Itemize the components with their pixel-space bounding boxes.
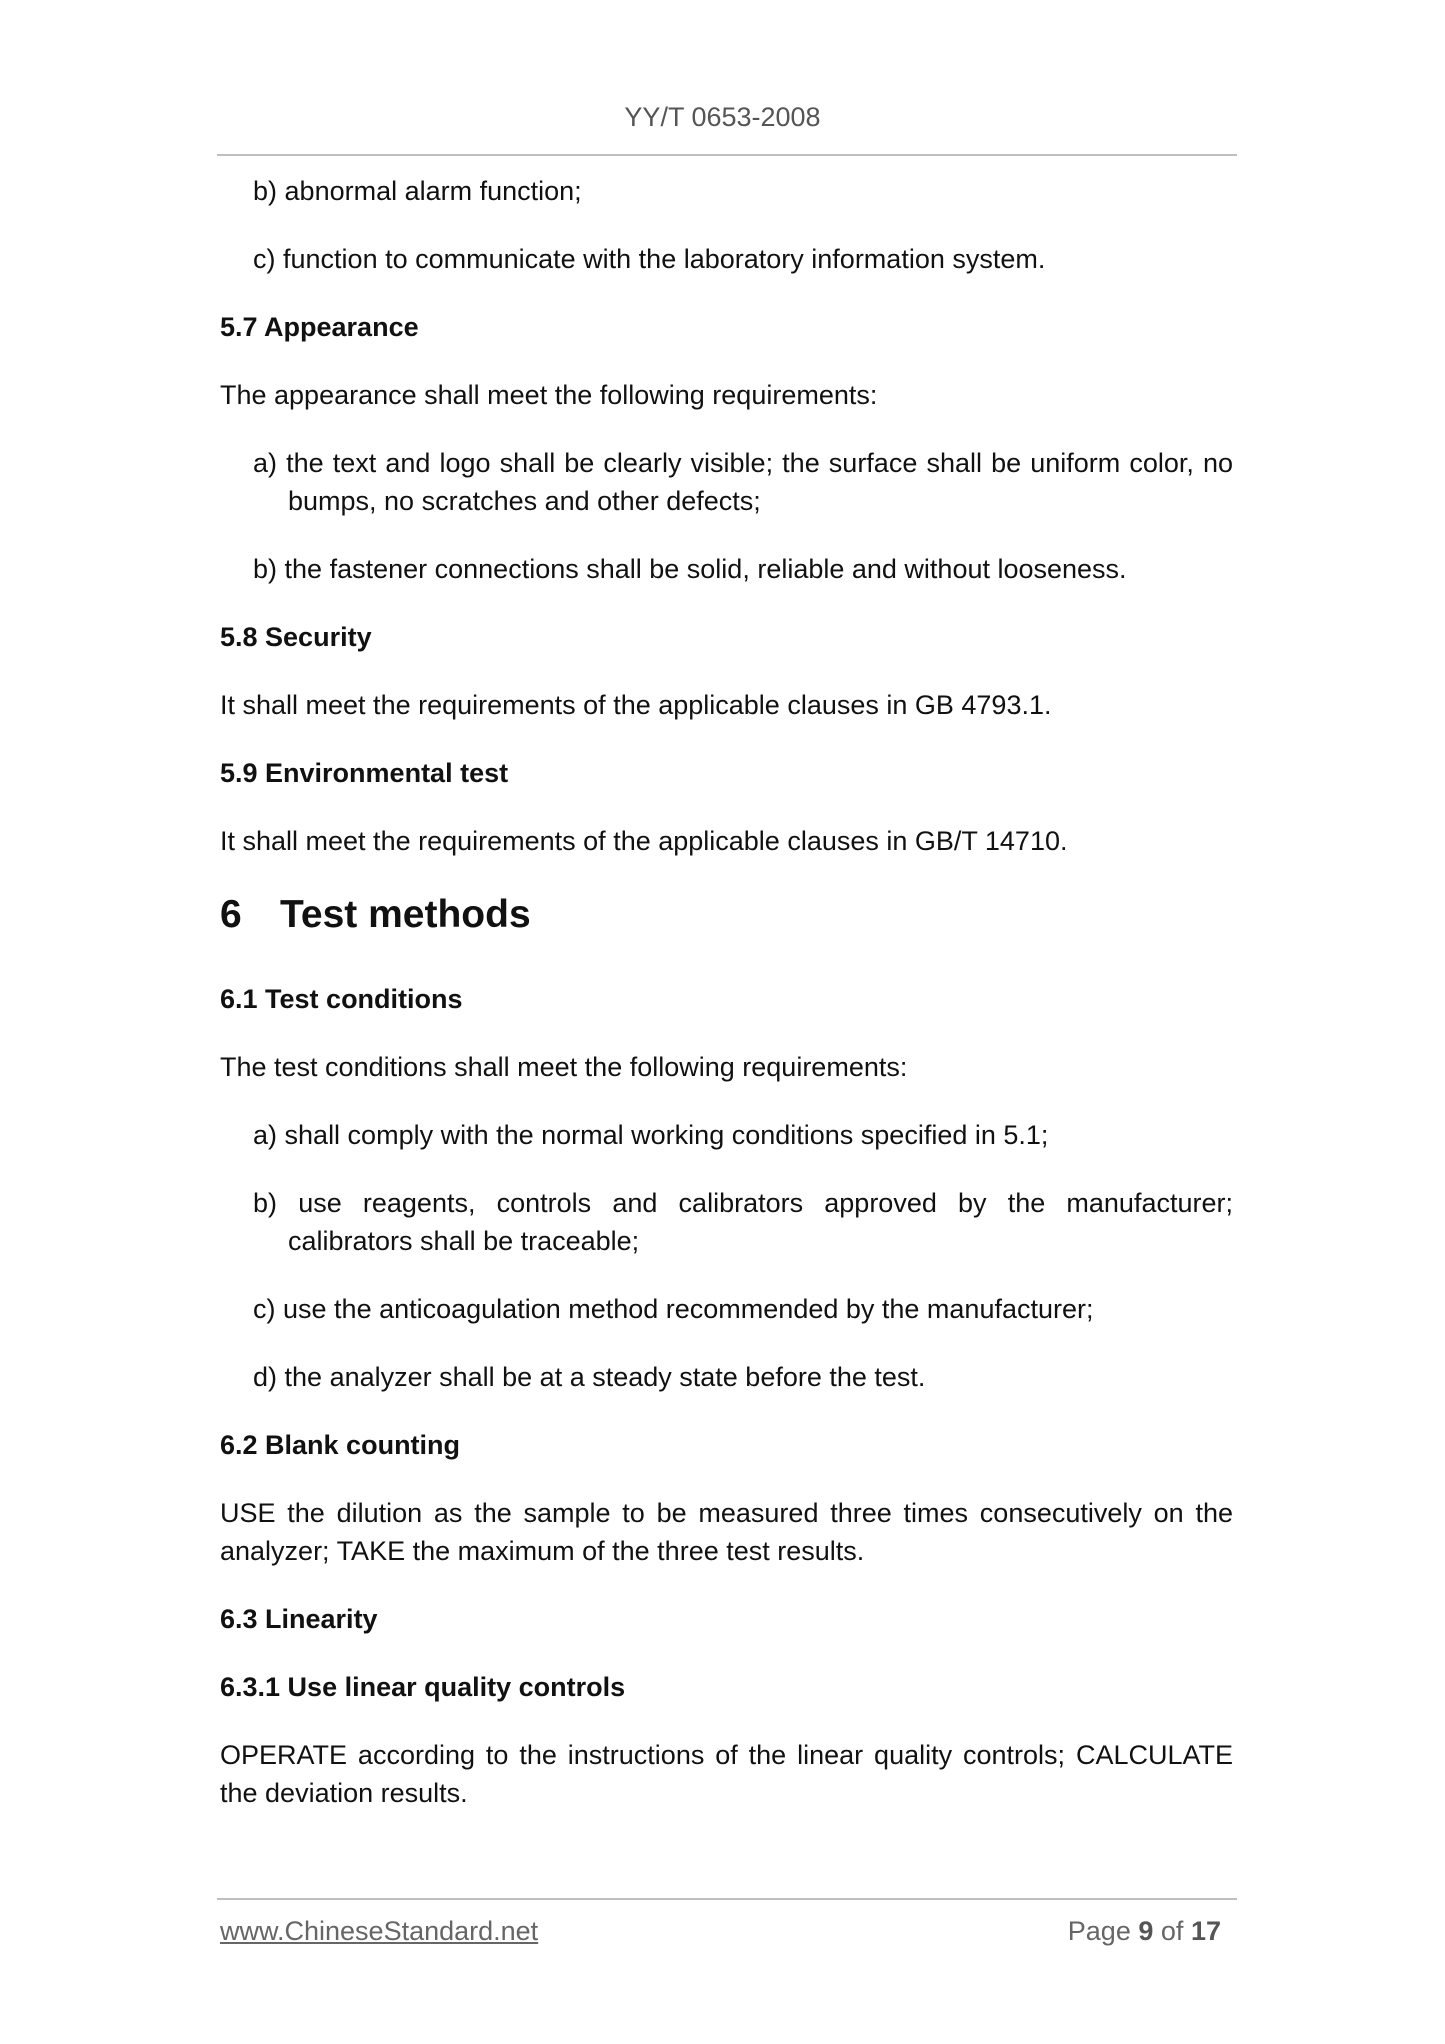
heading-5-8: 5.8 Security bbox=[220, 622, 372, 652]
list-item-5-7-b bbox=[253, 550, 1233, 588]
heading-6-1: 6.1 Test conditions bbox=[220, 984, 463, 1014]
footer-divider bbox=[217, 1898, 1237, 1900]
list-item-lis bbox=[253, 240, 1233, 278]
list-text: the fastener connections shall be solid, reliable and without looseness. bbox=[284, 554, 1127, 584]
chapter-number: 6 bbox=[220, 893, 242, 936]
list-marker: a) bbox=[253, 1120, 278, 1150]
list-item-6-1-a bbox=[253, 1116, 1233, 1154]
list-item-alarm bbox=[253, 172, 1233, 210]
list-item-6-1-b bbox=[253, 1184, 1233, 1260]
list-text: abnormal alarm function; bbox=[284, 176, 582, 206]
page-of-label: of bbox=[1160, 1916, 1184, 1946]
document-header-id: YY/T 0653-2008 bbox=[624, 102, 821, 132]
heading-5-9: 5.9 Environmental test bbox=[220, 758, 509, 788]
footer-website-link[interactable]: www.ChineseStandard.net bbox=[220, 1916, 539, 1946]
heading-6-3-1: 6.3.1 Use linear quality controls bbox=[220, 1672, 626, 1702]
page-body bbox=[220, 172, 1233, 1842]
chapter-heading-6 bbox=[220, 890, 1233, 940]
list-marker: a) bbox=[253, 448, 278, 478]
paragraph-6-2: USE the dilution as the sample to be measured three times consecutively on the analyzer; TAKE the maximum of the three test results. bbox=[220, 1498, 1233, 1566]
page-number bbox=[1068, 1916, 1221, 1947]
list-text: the text and logo shall be clearly visible; the surface shall be uniform color, no bumps, no scratches and other defects; bbox=[286, 448, 1233, 516]
paragraph-6-1-intro: The test conditions shall meet the following requirements: bbox=[220, 1052, 908, 1082]
paragraph-5-7-intro: The appearance shall meet the following requirements: bbox=[220, 380, 878, 410]
paragraph-6-3-1: OPERATE according to the instructions of the linear quality controls; CALCULATE the deviation results. bbox=[220, 1740, 1233, 1808]
list-text: shall comply with the normal working conditions specified in 5.1; bbox=[284, 1120, 1049, 1150]
heading-6-2: 6.2 Blank counting bbox=[220, 1430, 461, 1460]
list-text: use the anticoagulation method recommended by the manufacturer; bbox=[283, 1294, 1094, 1324]
page-total: 17 bbox=[1190, 1916, 1221, 1946]
paragraph-5-9: It shall meet the requirements of the applicable clauses in GB/T 14710. bbox=[220, 826, 1068, 856]
heading-6-3: 6.3 Linearity bbox=[220, 1604, 378, 1634]
list-text: use reagents, controls and calibrators approved by the manufacturer; calibrators shall be traceable; bbox=[288, 1188, 1233, 1256]
page-label: Page bbox=[1067, 1916, 1131, 1946]
list-marker: c) bbox=[253, 244, 276, 274]
list-text: the analyzer shall be at a steady state before the test. bbox=[284, 1362, 926, 1392]
list-text: function to communicate with the laboratory information system. bbox=[283, 244, 1046, 274]
header-divider bbox=[217, 154, 1237, 156]
paragraph-5-8: It shall meet the requirements of the applicable clauses in GB 4793.1. bbox=[220, 690, 1052, 720]
list-item-5-7-a bbox=[253, 444, 1233, 520]
list-marker: b) bbox=[253, 554, 278, 584]
list-marker: b) bbox=[253, 176, 278, 206]
heading-5-7: 5.7 Appearance bbox=[220, 312, 419, 342]
list-marker: d) bbox=[253, 1362, 278, 1392]
list-marker: c) bbox=[253, 1294, 276, 1324]
list-item-6-1-d bbox=[253, 1358, 1233, 1396]
page-current: 9 bbox=[1138, 1916, 1154, 1946]
list-item-6-1-c bbox=[253, 1290, 1233, 1328]
list-marker: b) bbox=[253, 1188, 278, 1218]
chapter-title: Test methods bbox=[280, 893, 531, 936]
